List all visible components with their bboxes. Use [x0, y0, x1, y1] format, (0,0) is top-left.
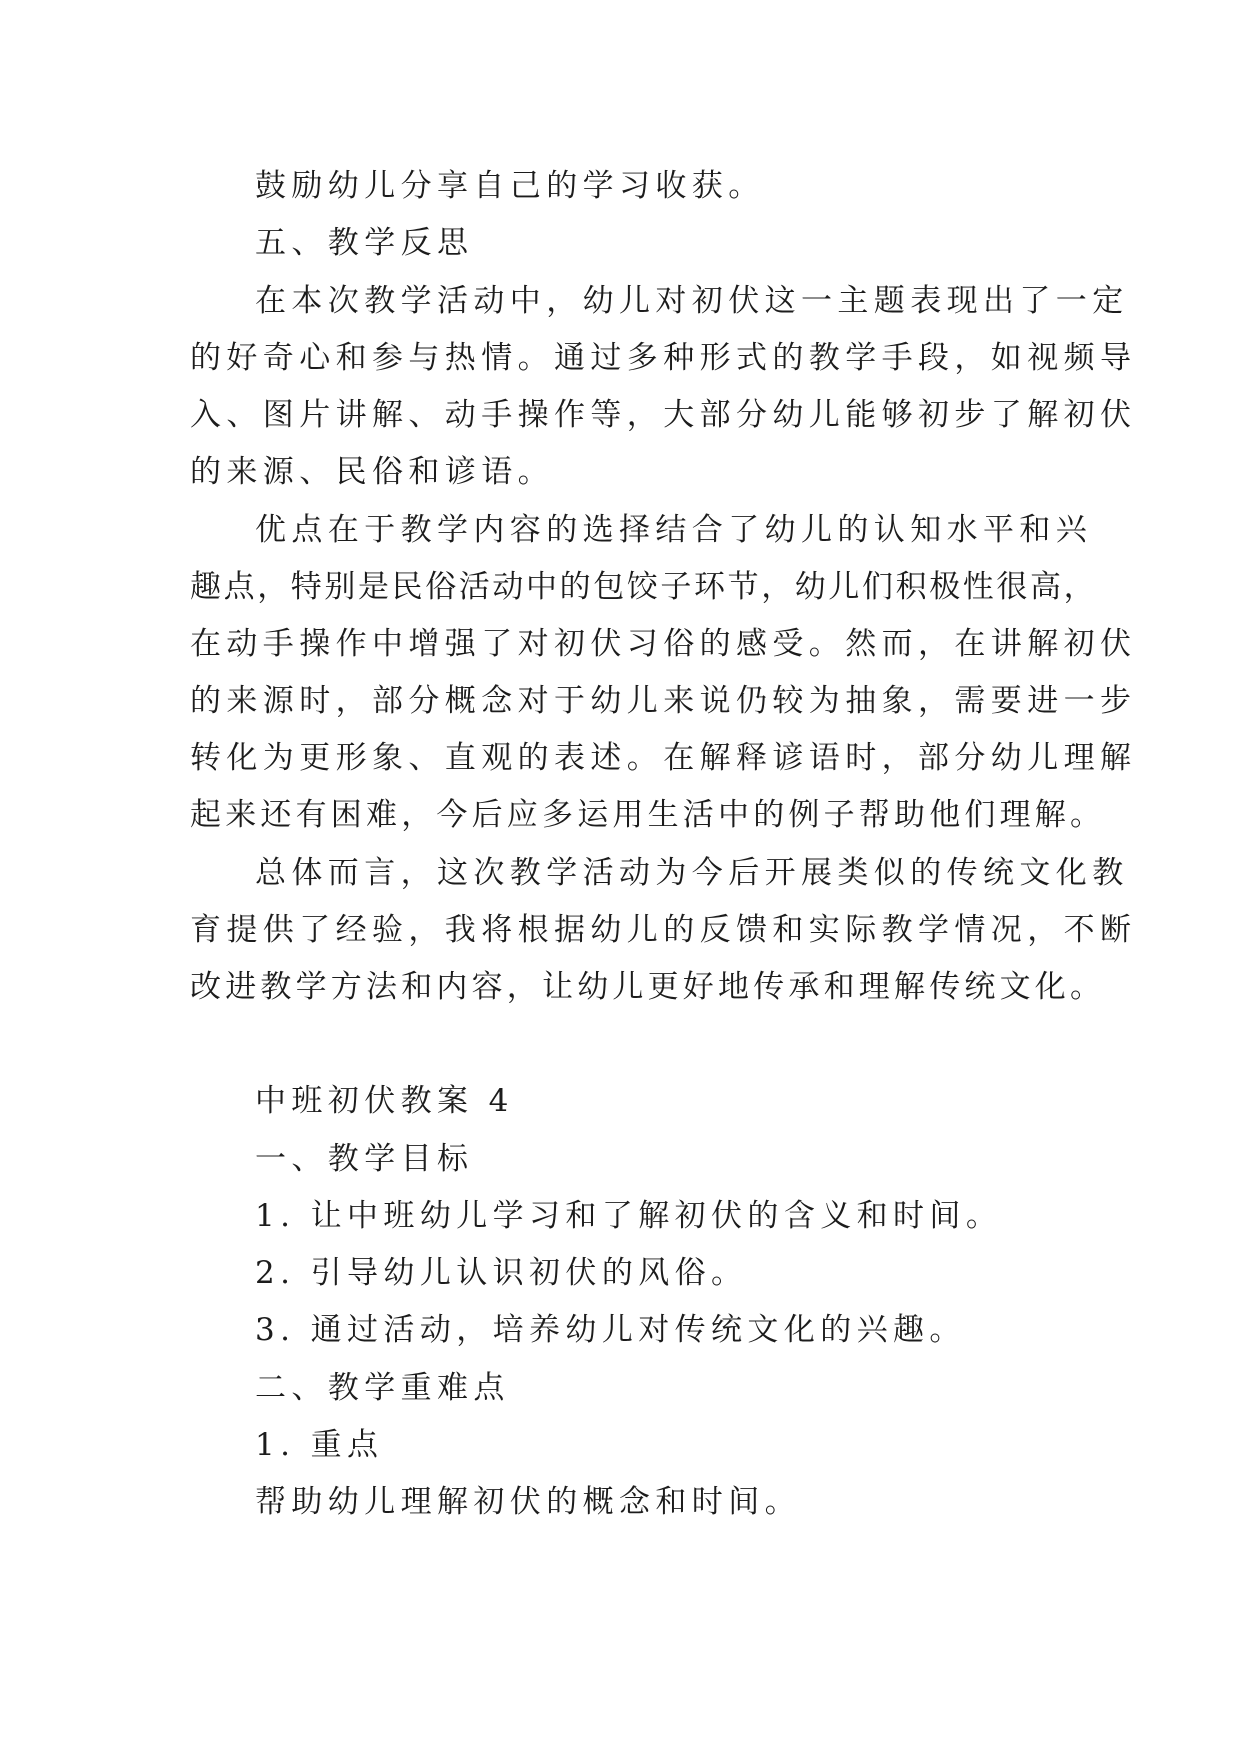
- key-point-label: 1. 重点: [255, 1427, 384, 1463]
- paragraph-line: 的来源时，部分概念对于幼儿来说仍较为抽象，需要进一步: [190, 683, 1137, 719]
- heading-goals: 一、教学目标: [255, 1141, 474, 1177]
- heading-reflection: 五、教学反思: [255, 225, 474, 261]
- goal-item: 2. 引导幼儿认识初伏的风俗。: [255, 1255, 748, 1291]
- paragraph-line: 趣点，特别是民俗活动中的包饺子环节，幼儿们积极性很高，: [190, 569, 1098, 605]
- lesson-plan-title: 中班初伏教案 4: [255, 1083, 514, 1119]
- goal-item: 1. 让中班幼儿学习和了解初伏的含义和时间。: [255, 1198, 1003, 1234]
- paragraph-line: 改进教学方法和内容，让幼儿更好地传承和理解传统文化。: [190, 969, 1106, 1005]
- paragraph-line: 起来还有困难，今后应多运用生活中的例子帮助他们理解。: [190, 797, 1106, 833]
- paragraph-line: 总体而言，这次教学活动为今后开展类似的传统文化教: [255, 855, 1129, 891]
- paragraph-line: 育提供了经验，我将根据幼儿的反馈和实际教学情况，不断: [190, 912, 1137, 948]
- paragraph-line: 的好奇心和参与热情。通过多种形式的教学手段，如视频导: [190, 340, 1137, 376]
- paragraph-line: 的来源、民俗和谚语。: [190, 454, 554, 490]
- paragraph-line: 转化为更形象、直观的表述。在解释谚语时，部分幼儿理解: [190, 740, 1137, 776]
- heading-key-points: 二、教学重难点: [255, 1370, 510, 1406]
- paragraph-line: 优点在于教学内容的选择结合了幼儿的认知水平和兴: [255, 512, 1093, 548]
- goal-item: 3. 通过活动，培养幼儿对传统文化的兴趣。: [255, 1312, 966, 1348]
- paragraph-line: 在动手操作中增强了对初伏习俗的感受。然而，在讲解初伏: [190, 626, 1137, 662]
- closing-line: 鼓励幼儿分享自己的学习收获。: [255, 168, 765, 204]
- paragraph-line: 在本次教学活动中，幼儿对初伏这一主题表现出了一定: [255, 283, 1129, 319]
- paragraph-line: 入、图片讲解、动手操作等，大部分幼儿能够初步了解初伏: [190, 397, 1137, 433]
- key-point-text: 帮助幼儿理解初伏的概念和时间。: [255, 1484, 801, 1520]
